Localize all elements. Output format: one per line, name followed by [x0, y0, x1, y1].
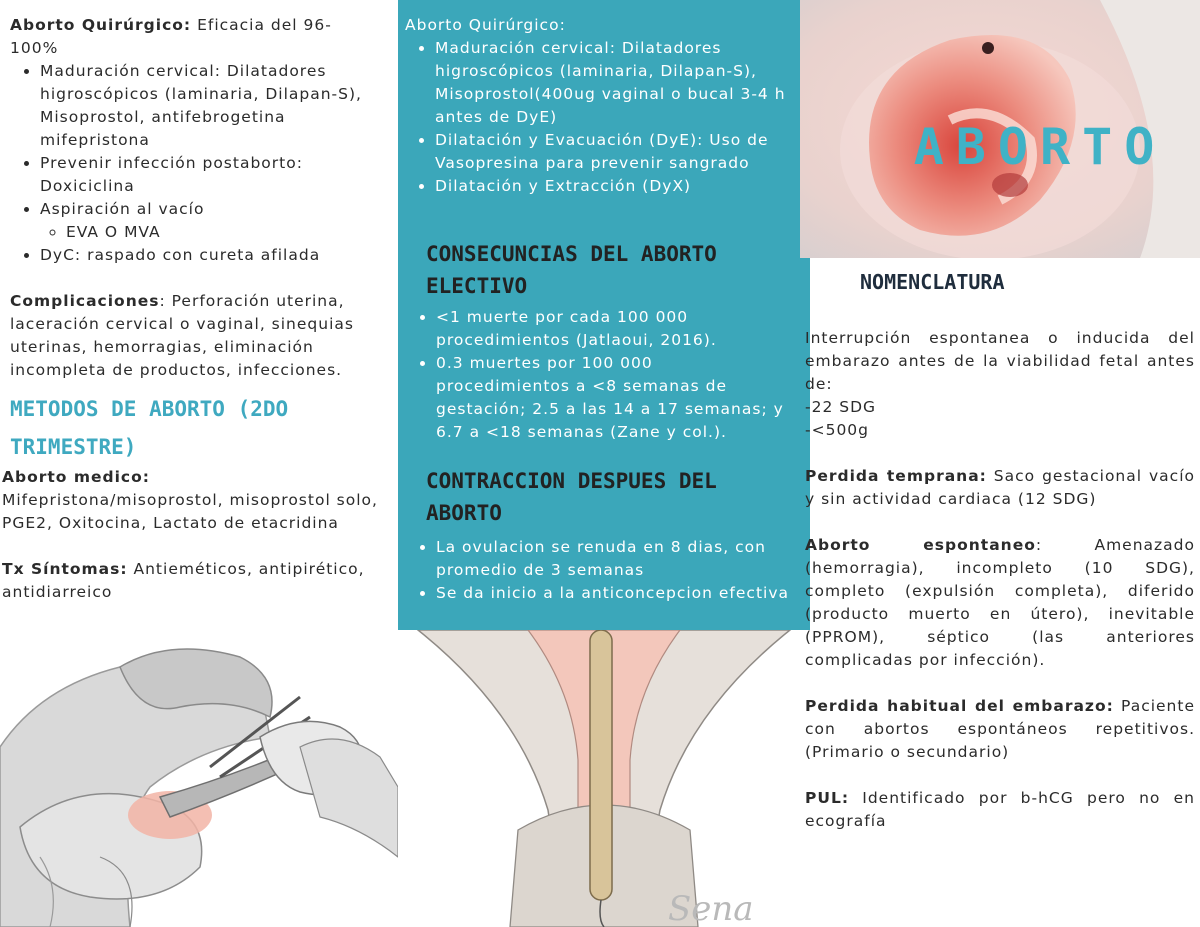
- pul-label: PUL:: [805, 789, 850, 807]
- list-item: • Dilatación y Evacuación (DyE): Uso de Vasopresina para prevenir sangrado: [435, 129, 790, 175]
- teal-panel: [398, 0, 810, 630]
- left-quirurgico-label: Aborto Quirúrgico:: [10, 16, 192, 34]
- consecuencias-list: [406, 306, 791, 444]
- temprana-label: Perdida temprana:: [805, 467, 987, 485]
- left-medico-section: [2, 466, 382, 604]
- complicaciones-paragraph: [10, 290, 370, 382]
- list-item: • Maduración cervical: Dilatadores higroscópicos (laminaria, Dilapan-S), Misoprostol(400ug vaginal o bucal 3-4 h antes de DyE): [435, 37, 790, 129]
- list-item: • <1 muerte por cada 100 000 procedimientos (Jatlaoui, 2016).: [436, 306, 791, 352]
- list-item: • Dilatación y Extracción (DyX): [435, 175, 790, 198]
- list-item: • La ovulacion se renuda en 8 dias, con promedio de 3 semanas: [436, 536, 791, 582]
- right-column: [800, 0, 1200, 927]
- page-title: ABORTO: [913, 118, 1167, 176]
- list-item: • 0.3 muertes por 100 000 procedimientos a <8 semanas de gestación; 2.5 a las 14 a 17 semanas; y 6.7 a <18 semanas (Zane y col.).: [436, 352, 791, 444]
- sub-list-item: ◦ EVA O MVA: [66, 221, 370, 244]
- list-item: • Se da inicio a la anticoncepcion efectiva: [436, 582, 791, 605]
- contraccion-list: [406, 536, 791, 605]
- temprana-text: Saco gestacional vacío y sin actividad cardiaca (12 SDG): [805, 467, 1195, 508]
- cervix-dilator-illustration: [398, 630, 810, 927]
- sub-list: [40, 221, 370, 244]
- list-item: • Prevenir infección postaborto: Doxiciclina: [40, 152, 370, 198]
- medico-label: Aborto medico:: [2, 468, 150, 486]
- signature-text: Sena: [668, 889, 754, 927]
- mid-quirurgico-label: Aborto Quirúrgico:: [405, 16, 566, 34]
- consecuencias-section: [406, 306, 791, 444]
- consecuencias-heading: CONSECUNCIAS DEL ABORTO ELECTIVO: [426, 242, 717, 298]
- left-quirurgico-section: [10, 14, 370, 382]
- definition-line: -<500g: [805, 421, 870, 439]
- nomenclatura-heading: NOMENCLATURA: [860, 270, 1005, 294]
- complicaciones-text: : Perforación uterina, laceración cervical o vaginal, sinequias uterinas, hemorragias, eliminación incompleta de productos, infecciones.: [10, 292, 354, 379]
- tx-label: Tx Síntomas:: [2, 560, 128, 578]
- left-quirurgico-text: Eficacia del 96-100%: [10, 16, 332, 57]
- habitual-text: Paciente con abortos espontáneos repetitivos. (Primario o secundario): [805, 697, 1195, 761]
- middle-column: [398, 0, 810, 927]
- contraccion-heading: CONTRACCION DESPUES DEL ABORTO: [426, 469, 717, 525]
- pul-text: Identificado por b-hCG pero no en ecografía: [805, 789, 1195, 830]
- complicaciones-label: Complicaciones: [10, 292, 160, 310]
- left-quirurgico-list: [10, 60, 370, 267]
- list-item: • Maduración cervical: Dilatadores higroscópicos (laminaria, Dilapan-S), Misoprostol, antifebrogetina mifepristona: [40, 60, 370, 152]
- mid-quirurgico-section: [405, 14, 790, 198]
- surgical-illustration: [0, 627, 398, 927]
- espontaneo-label: Aborto espontaneo: [805, 536, 1036, 554]
- mid-quirurgico-list: [405, 37, 790, 198]
- metodos-heading: METODOS DE ABORTO (2DO TRIMESTRE): [10, 397, 289, 459]
- contraccion-section: [406, 536, 791, 605]
- list-item: [40, 198, 370, 244]
- habitual-label: Perdida habitual del embarazo:: [805, 697, 1114, 715]
- medico-text: Mifepristona/misoprostol, misoprostol solo, PGE2, Oxitocina, Lactato de etacridina: [2, 491, 378, 532]
- espontaneo-text: : Amenazado (hemorragia), incompleto (10 SDG), completo (expulsión completa), diferido (producto muerto en útero), inevitable (PPROM), séptico (las anteriores complicadas por infección).: [805, 536, 1195, 669]
- left-column: [0, 0, 398, 927]
- definition-line: -22 SDG: [805, 398, 877, 416]
- list-item: • DyC: raspado con cureta afilada: [40, 244, 370, 267]
- nomenclatura-section: [805, 327, 1195, 856]
- list-item-text: Aspiración al vacío: [40, 200, 205, 218]
- tx-text: Antieméticos, antipirético, antidiarreico: [2, 560, 365, 601]
- definition-text: Interrupción espontanea o inducida del embarazo antes de la viabilidad fetal antes de:: [805, 329, 1195, 393]
